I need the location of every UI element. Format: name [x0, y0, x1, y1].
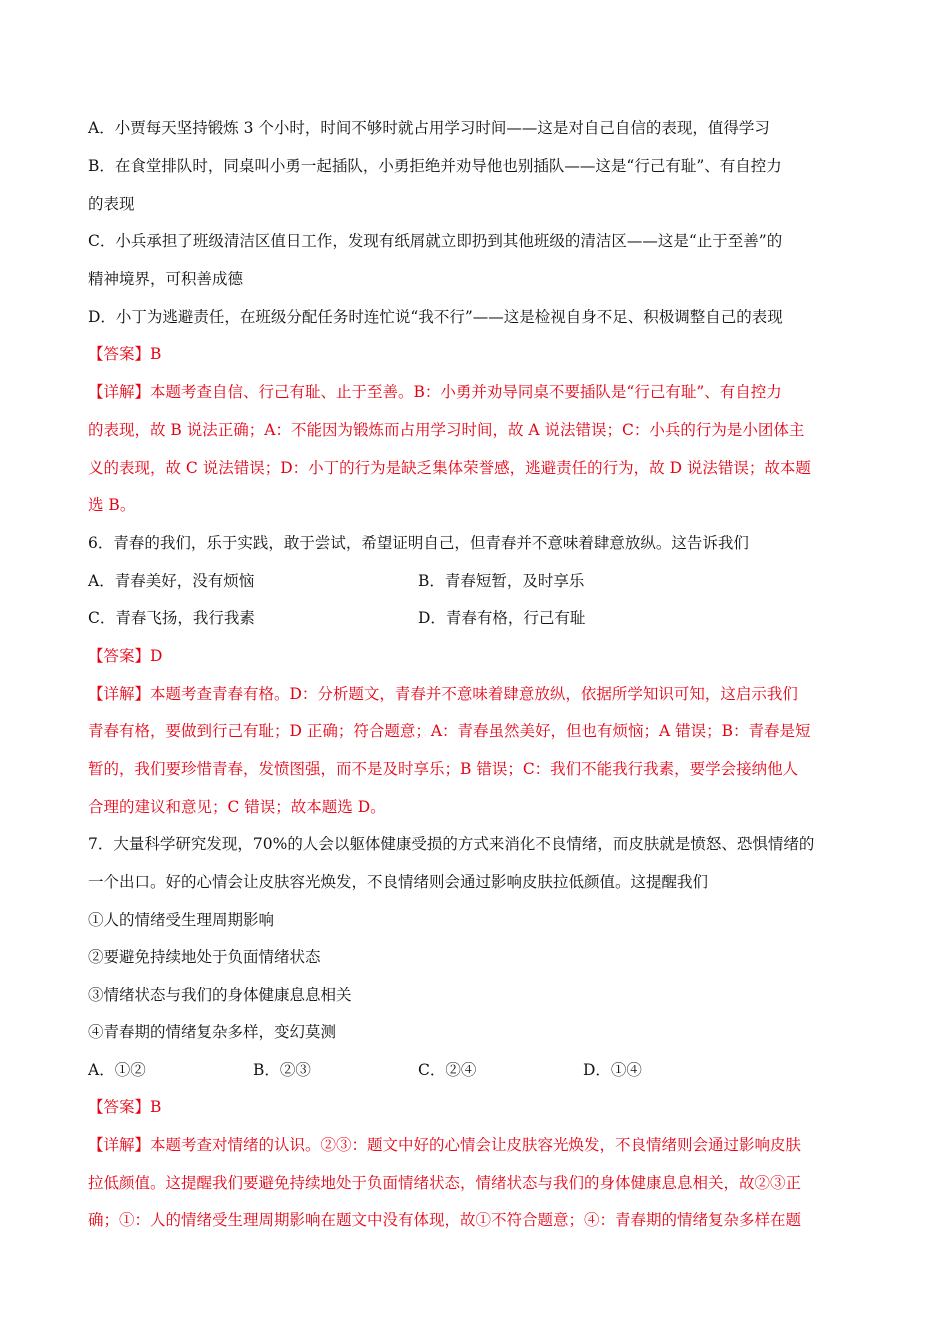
- q5-explanation-line3: 义的表现，故 C 说法错误；D：小丁的行为是缺乏集体荣誉感，逃避责任的行为，故 D 说法错误；故本题: [88, 459, 811, 477]
- q7-answer: 【答案】B: [88, 1098, 162, 1116]
- q7-stem-line2: 一个出口。好的心情会让皮肤容光焕发，不良情绪则会通过影响皮肤拉低颜值。这提醒我们: [88, 873, 709, 891]
- q5-answer: 【答案】B: [88, 345, 162, 363]
- q6-explanation-line4: 合理的建议和意见；C 错误；故本题选 D。: [88, 798, 386, 816]
- q7-stem-line1: 7．大量科学研究发现，70%的人会以躯体健康受损的方式来消化不良情绪，而皮肤就是愤怒、恐惧情绪的: [88, 835, 815, 853]
- q6-answer: 【答案】D: [88, 647, 163, 665]
- q7-option-c: C．②④: [418, 1061, 477, 1079]
- q5-option-c-line2: 精神境界，可积善成德: [88, 270, 244, 288]
- q6-stem: 6．青春的我们，乐于实践，敢于尝试，希望证明自己，但青春并不意味着肆意放纵。这告诉我们: [88, 534, 749, 552]
- q5-option-b-line1: B．在食堂排队时，同桌叫小勇一起插队，小勇拒绝并劝导他也别插队——这是“行己有耻”、有自控力: [88, 157, 782, 175]
- q5-option-b-line2: 的表现: [88, 195, 135, 213]
- q7-item-4: ④青春期的情绪复杂多样，变幻莫测: [88, 1023, 337, 1041]
- q7-explanation-line1: 【详解】本题考查对情绪的认识。②③：题文中好的心情会让皮肤容光焕发，不良情绪则会通过影响皮肤: [88, 1136, 802, 1154]
- q6-explanation-line1: 【详解】本题考查青春有格。D：分析题文，青春并不意味着肆意放纵，依据所学知识可知，这启示我们: [88, 685, 798, 703]
- q7-option-b: B．②③: [253, 1061, 311, 1079]
- q6-option-b: B．青春短暂，及时享乐: [418, 572, 585, 590]
- q7-item-1: ①人的情绪受生理周期影响: [88, 911, 275, 929]
- q5-option-c-line1: C．小兵承担了班级清洁区值日工作，发现有纸屑就立即扔到其他班级的清洁区——这是“止于至善”的: [88, 232, 783, 250]
- q7-explanation-line3: 确；①：人的情绪受生理周期影响在题文中没有体现，故①不符合题意；④：青春期的情绪复杂多样在题: [88, 1211, 802, 1229]
- q5-explanation-line4: 选 B。: [88, 496, 136, 514]
- q5-option-d: D．小丁为逃避责任，在班级分配任务时连忙说“我不行”——这是检视自身不足、积极调整自己的表现: [88, 308, 783, 326]
- q6-option-d: D．青春有格，行己有耻: [418, 609, 586, 627]
- q7-item-2: ②要避免持续地处于负面情绪状态: [88, 948, 321, 966]
- q5-explanation-line1: 【详解】本题考查自信、行己有耻、止于至善。B：小勇并劝导同桌不要插队是“行己有耻”、有自控力: [88, 383, 782, 401]
- q7-option-a: A．①②: [88, 1061, 146, 1079]
- q7-option-d: D．①④: [583, 1061, 642, 1079]
- q7-explanation-line2: 拉低颜值。这提醒我们要避免持续地处于负面情绪状态，情绪状态与我们的身体健康息息相关，故②③正: [88, 1174, 802, 1192]
- q7-item-3: ③情绪状态与我们的身体健康息息相关: [88, 986, 352, 1004]
- q5-option-a: A．小贾每天坚持锻炼 3 个小时，时间不够时就占用学习时间——这是对自己自信的表现，值得学习: [88, 119, 770, 137]
- q6-explanation-line2: 青春有格，要做到行己有耻；D 正确；符合题意；A：青春虽然美好，但也有烦恼；A 错误；B：青春是短: [88, 722, 811, 740]
- q5-explanation-line2: 的表现，故 B 说法正确；A：不能因为锻炼而占用学习时间，故 A 说法错误；C：小兵的行为是小团体主: [88, 421, 805, 439]
- q6-explanation-line3: 暂的，我们要珍惜青春，发愤图强，而不是及时享乐；B 错误；C：我们不能我行我素，要学会接纳他人: [88, 760, 799, 778]
- q6-option-a: A．青春美好，没有烦恼: [88, 572, 255, 590]
- q6-option-c: C．青春飞扬，我行我素: [88, 609, 255, 627]
